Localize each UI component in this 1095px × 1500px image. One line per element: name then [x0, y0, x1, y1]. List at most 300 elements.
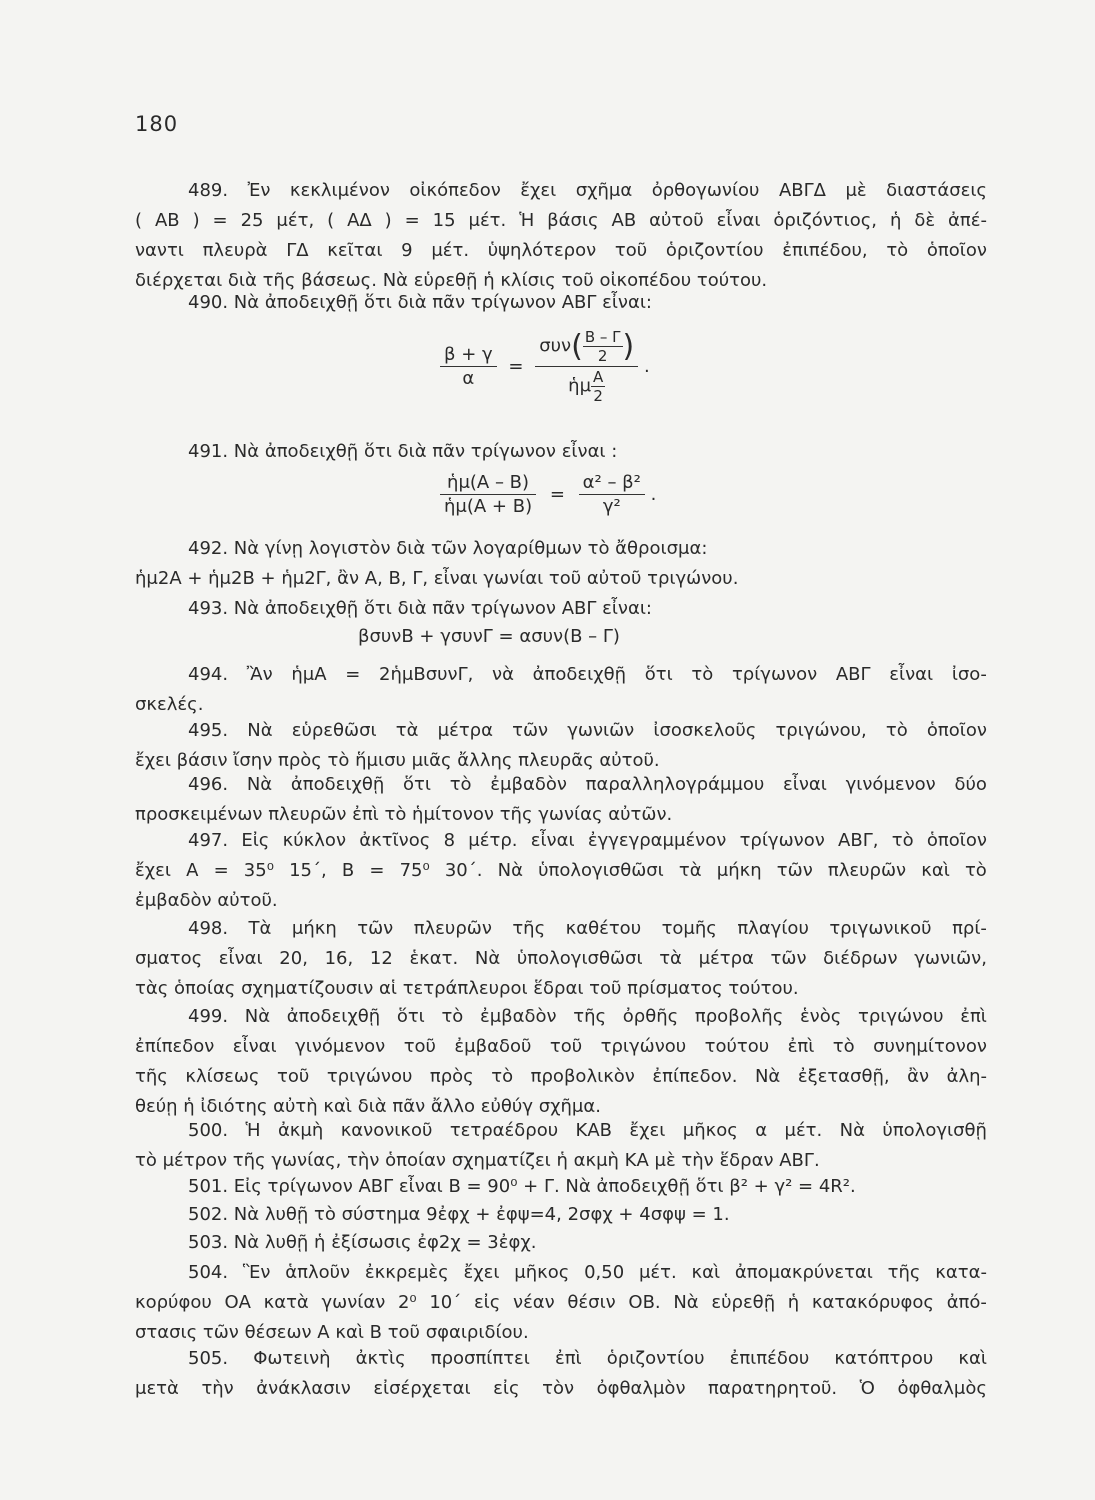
word: ἀπέ-: [948, 210, 987, 231]
word: προβολικὸν: [530, 1066, 635, 1087]
text-line: στασις τῶν θέσεων Α καὶ Β τοῦ σφαιριδίου.: [135, 1322, 529, 1343]
word: κορύφου: [135, 1292, 212, 1313]
word: παραλληλογράμμου: [585, 774, 765, 795]
text-line: [135, 236, 987, 266]
word: γωνίαν: [321, 1292, 386, 1313]
word: μῆκος: [682, 1120, 738, 1141]
fraction-numerator: [535, 328, 638, 367]
word: τριγωνικοῦ: [829, 918, 932, 939]
word: κλίσεως: [185, 1066, 260, 1087]
text-line: [135, 1288, 987, 1318]
word: γινόμενον: [295, 1036, 386, 1057]
word: εὑρεθῇ: [711, 1292, 776, 1313]
word: ὁριζοντίου: [606, 1348, 705, 1369]
word: 0,50: [584, 1262, 625, 1283]
argument-numerator: Α: [593, 368, 604, 386]
text-line: [135, 206, 987, 236]
word: ἰσοσκελοῦς: [653, 720, 757, 741]
problem-490: [135, 288, 987, 318]
word: βάσις: [547, 210, 599, 231]
word: μήκη: [716, 860, 762, 881]
text-line: [135, 176, 987, 206]
word: τὰ: [659, 948, 682, 969]
word: μῆκος: [514, 1262, 570, 1283]
problem-501: [135, 1172, 987, 1202]
fraction-denominator: α: [462, 368, 475, 389]
word: 2ἡμΒσυνΓ,: [379, 664, 474, 685]
word: σχῆμα: [575, 180, 633, 201]
word: κατακόρυφος: [811, 1292, 934, 1313]
word: κατὰ: [263, 1292, 309, 1313]
word: ἀπομακρύνεται: [734, 1262, 873, 1283]
fraction-denominator: [535, 367, 638, 405]
equals-sign: =: [508, 356, 524, 377]
period: .: [650, 484, 657, 505]
word: 30΄.: [444, 860, 483, 881]
word: ΑΔ: [347, 210, 372, 231]
formula-fraction: [440, 472, 536, 517]
problem-500: [135, 1116, 987, 1176]
word: Ἂν: [246, 664, 273, 685]
word: μέτ.: [784, 1120, 823, 1141]
word: 504.: [188, 1262, 229, 1283]
word: συνημίτονον: [873, 1036, 987, 1057]
word: εὑρεθῶσι: [291, 720, 377, 741]
word: =: [212, 210, 228, 231]
text-line: 501. Εἰς τρίγωνον ΑΒΓ εἶναι Β = 90⁰ + Γ. Νὰ ἀποδειχθῇ ὅτι β² + γ² = 4R².: [188, 1176, 856, 1197]
word: μέτ,: [276, 210, 315, 231]
word: ΟΒ.: [628, 1292, 661, 1313]
word: ἀποδειχθῇ: [532, 664, 627, 685]
word: ὀφθαλμὸς: [897, 1378, 987, 1399]
word: 497.: [188, 830, 229, 851]
problem-489: [135, 176, 987, 296]
word: γινόμενον: [845, 774, 936, 795]
problem-499: [135, 1002, 987, 1122]
word: μέτ.: [468, 210, 507, 231]
word: Νὰ: [244, 1006, 271, 1027]
problem-497: [135, 826, 987, 916]
text-line: προσκειμένων πλευρῶν ἐπὶ τὸ ἡμίτονον τῆς γωνίας αὐτῶν.: [135, 804, 673, 825]
text-line: [135, 826, 987, 856]
word: 12: [369, 948, 393, 969]
problem-505: [135, 1344, 987, 1404]
text-line: [135, 1062, 987, 1092]
word: καὶ: [921, 860, 950, 881]
word: 15΄,: [289, 860, 327, 881]
text-line: 492. Νὰ γίνῃ λογιστὸν διὰ τῶν λογαρίθμων τὸ ἄθροισμα:: [188, 538, 708, 559]
word: τριγώνου: [857, 1006, 944, 1027]
word: τῶν: [357, 918, 394, 939]
word: Ἡ: [245, 1120, 261, 1141]
text-line: [135, 1258, 987, 1288]
word: ἐξετασθῇ,: [797, 1066, 890, 1087]
word: Νὰ: [497, 860, 523, 881]
word: τὸ: [491, 1066, 514, 1087]
argument-denominator: 2: [593, 387, 603, 405]
word: ἀπό-: [946, 1292, 987, 1313]
word: τὸ: [832, 1036, 855, 1057]
problem-496: [135, 770, 987, 830]
word: (: [327, 210, 335, 231]
word: ἑνὸς: [799, 1006, 842, 1027]
text-line: τὸ μέτρον τῆς γωνίας, τὴν ὁποίαν σχηματίζει ἡ ακμὴ ΚΑ μὲ τὴν ἕδραν ΑΒΓ.: [135, 1150, 820, 1171]
word: μέτ.: [431, 240, 470, 261]
word: ἔχει: [520, 180, 557, 201]
word: τὸ: [441, 1006, 464, 1027]
word: νέαν: [513, 1292, 555, 1313]
word: τριγώνου: [600, 1036, 687, 1057]
word: ἀποδειχθῇ: [290, 774, 385, 795]
word: ἀκμὴ: [277, 1120, 324, 1141]
word: =: [369, 860, 385, 881]
problem-491: [135, 437, 987, 467]
text-line: 502. Νὰ λυθῇ τὸ σύστημα 9ἐφχ + ἐφψ=4, 2σφχ + 4σφψ = 1.: [188, 1204, 730, 1225]
word: τὰ: [678, 860, 702, 881]
word: τῶν: [512, 720, 549, 741]
word: Α: [186, 860, 199, 881]
word: ΑΒΓΔ: [778, 180, 826, 201]
word: 15: [432, 210, 456, 231]
word: τοῦ: [614, 240, 648, 261]
word: ὅτι: [403, 774, 431, 795]
word: ἐγγεγραμμένον: [587, 830, 727, 851]
word: τοῦ: [549, 1036, 583, 1057]
word: τῆς: [512, 918, 546, 939]
word: ἡ: [787, 1292, 800, 1313]
word: ἐμβαδὸν: [490, 774, 567, 795]
formula-fraction: [535, 328, 638, 405]
text-line: θεύῃ ἡ ἰδιότης αὐτὴ καὶ διὰ πᾶν ἄλλο εὐθύγ σχῆμα.: [135, 1096, 601, 1117]
problem-492: [135, 534, 987, 594]
argument-fraction: [583, 328, 623, 365]
word: ἐπίπεδον.: [652, 1066, 738, 1087]
word: εἰς: [473, 1292, 501, 1313]
word: ἐπίπεδον: [135, 1036, 215, 1057]
word: ὁριζοντίου: [665, 240, 764, 261]
fraction-numerator: β + γ: [440, 344, 497, 367]
word: εἰσέρχεται: [373, 1378, 471, 1399]
word: ὁποῖον: [926, 720, 987, 741]
text-line: 491. Νὰ ἀποδειχθῇ ὅτι διὰ πᾶν τρίγωνον εἶναι :: [188, 441, 618, 462]
word: τοῦ: [277, 1066, 310, 1087]
text-line: διέρχεται διὰ τῆς βάσεως. Νὰ εὑρεθῇ ἡ κλίσις τοῦ οἰκοπέδου τούτου.: [135, 270, 768, 291]
word: τὰ: [395, 720, 419, 741]
text-line: 490. Νὰ ἀποδειχθῇ ὅτι διὰ πᾶν τρίγωνον ΑΒΓ εἶναι:: [188, 292, 653, 313]
text-line: ἡμ2Α + ἡμ2Β + ἡμ2Γ, ἂν Α, Β, Γ, εἶναι γωνίαι τοῦ αὐτοῦ τριγώνου.: [135, 568, 739, 589]
word: τετραέδρου: [449, 1120, 559, 1141]
word: ἁπλοῦν: [285, 1262, 351, 1283]
word: τοῦ: [403, 1036, 436, 1057]
word: 494.: [188, 664, 229, 685]
word: ὑπολογισθῶσι: [516, 948, 643, 969]
word: ἐκκρεμὲς: [364, 1262, 449, 1283]
word: ἑκατ.: [409, 948, 459, 969]
formula-fraction: [440, 344, 497, 389]
word: τούτου: [704, 1036, 770, 1057]
argument-numerator: Β – Γ: [584, 328, 621, 346]
word: ἐπὶ: [960, 1006, 987, 1027]
text-line: [135, 1374, 987, 1404]
word: Ἐν: [247, 180, 271, 201]
word: τὸ: [691, 664, 714, 685]
period: .: [643, 356, 650, 377]
word: ὑπολογισθῇ: [882, 1120, 987, 1141]
word: ἡ: [889, 210, 902, 231]
word: καθέτου: [565, 918, 642, 939]
word: Εἰς: [241, 830, 270, 851]
word: τὴν: [201, 1378, 234, 1399]
text-line: [135, 770, 987, 800]
text-line: [135, 1344, 987, 1374]
word: εἰς: [493, 1378, 520, 1399]
word: Νὰ: [474, 948, 501, 969]
problem-498: [135, 914, 987, 1004]
function-name: συν: [539, 335, 572, 357]
formula-493: βσυνΒ + γσυνΓ = ασυν(Β – Γ): [358, 626, 620, 647]
word: 35⁰: [243, 860, 274, 881]
word: μετὰ: [135, 1378, 179, 1399]
word: μήκη: [291, 918, 337, 939]
word: 9: [401, 240, 413, 261]
text-line: [135, 856, 987, 886]
problem-502: [135, 1200, 987, 1230]
word: 10΄: [429, 1292, 462, 1313]
text-line: [135, 1002, 987, 1032]
word: πλευρὰ: [202, 240, 268, 261]
word: (: [135, 210, 143, 231]
word: κατόπτρου: [834, 1348, 934, 1369]
word: Τὰ: [248, 918, 272, 939]
word: τῶν: [770, 948, 807, 969]
word: Ἓν: [242, 1262, 271, 1283]
word: εἶναι: [232, 1036, 277, 1057]
word: 505.: [188, 1348, 229, 1369]
word: τὸ: [449, 774, 472, 795]
word: εἶναι: [889, 664, 934, 685]
word: κεκλιμένον: [289, 180, 390, 201]
text-line: ἐμβαδὸν αὐτοῦ.: [135, 890, 278, 911]
word: νὰ: [492, 664, 514, 685]
word: ὁποῖον: [926, 830, 987, 851]
word: πρί-: [952, 918, 987, 939]
word: ΑΒΓ: [835, 664, 871, 685]
word: ὀρθογωνίου: [651, 180, 760, 201]
argument-fraction: [591, 368, 605, 405]
word: πλευρῶν: [827, 860, 907, 881]
word: μέτρ.: [468, 830, 518, 851]
word: διέδρων: [823, 948, 898, 969]
word: δὲ: [914, 210, 936, 231]
word: τρίγωνον: [731, 664, 818, 685]
word: α: [755, 1120, 768, 1141]
text-line: [135, 716, 987, 746]
text-line: [135, 914, 987, 944]
word: πρὸς: [429, 1066, 474, 1087]
function-name: ἡμ: [568, 375, 592, 397]
word: τὸ: [964, 860, 987, 881]
word: ναντι: [135, 240, 184, 261]
word: ΑΒ: [611, 210, 637, 231]
word: Νὰ: [673, 1292, 699, 1313]
word: κανονικοῦ: [340, 1120, 433, 1141]
word: τῆς: [573, 1006, 607, 1027]
fraction-numerator: α² – β²: [579, 472, 645, 495]
word: οἰκόπεδον: [409, 180, 501, 201]
word: ΑΒΓ,: [838, 830, 879, 851]
word: μὲ: [845, 180, 867, 201]
fraction-denominator: γ²: [602, 496, 621, 517]
argument-denominator: 2: [597, 347, 608, 365]
word: Φωτεινὴ: [253, 1348, 331, 1369]
word: πλαγίου: [737, 918, 809, 939]
word: ἀνάκλασιν: [256, 1378, 351, 1399]
word: ὑπολογισθῶσι: [538, 860, 664, 881]
word: ἔχει: [463, 1262, 500, 1283]
word: ΑΒ: [154, 210, 180, 231]
word: τὸν: [542, 1378, 575, 1399]
equals-sign: =: [549, 484, 565, 505]
word: ἐπὶ: [787, 1036, 815, 1057]
word: ΓΔ: [286, 240, 309, 261]
word: παρατηρητοῦ.: [708, 1378, 838, 1399]
word: τὸ: [886, 240, 909, 261]
word: ἂν: [907, 1066, 930, 1087]
word: ὁριζόντιος,: [773, 210, 878, 231]
word: 16,: [324, 948, 354, 969]
word: προσπίπτει: [430, 1348, 530, 1369]
word: μέτρα: [698, 948, 754, 969]
word: τριγώνου,: [775, 720, 867, 741]
word: ἐμβαδοῦ: [454, 1036, 532, 1057]
word: Ὁ: [859, 1378, 875, 1399]
problem-494: [135, 660, 987, 720]
word: =: [345, 664, 361, 685]
text-line: 493. Νὰ ἀποδειχθῇ ὅτι διὰ πᾶν τρίγωνον ΑΒΓ εἶναι:: [188, 598, 653, 619]
word: σματος: [135, 948, 203, 969]
text-line: [135, 1116, 987, 1146]
word: ὀρθῆς: [622, 1006, 679, 1027]
word: ἡμΑ: [291, 664, 327, 685]
problem-495: [135, 716, 987, 776]
text-line: [135, 944, 987, 974]
text-line: τὰς ὁποίας σχηματίζουσιν αἱ τετράπλευροι ἕδραι τοῦ πρίσματος τούτου.: [135, 978, 799, 999]
fraction-numerator: ἡμ(Α – Β): [440, 472, 536, 495]
word: ): [384, 210, 392, 231]
text-line: [135, 1032, 987, 1062]
word: μέτρα: [437, 720, 493, 741]
word: καὶ: [958, 1348, 987, 1369]
word: 500.: [188, 1120, 229, 1141]
word: ΟΑ: [224, 1292, 251, 1313]
word: εἶναι: [530, 830, 575, 851]
formula-490: [440, 328, 650, 405]
word: ὅτι: [644, 664, 673, 685]
word: Ἡ: [519, 210, 535, 231]
word: ὅτι: [396, 1006, 425, 1027]
word: κύκλον: [282, 830, 346, 851]
word: Νὰ: [839, 1120, 865, 1141]
word: 8: [443, 830, 456, 851]
word: πλευρῶν: [413, 918, 492, 939]
problem-503: [135, 1228, 987, 1258]
word: τῆς: [135, 1066, 168, 1087]
page-number: 180: [135, 112, 179, 136]
word: Νὰ: [247, 720, 273, 741]
word: ἐπιπέδου: [729, 1348, 810, 1369]
word: ἐπὶ: [554, 1348, 582, 1369]
word: εἶναι: [716, 210, 761, 231]
word: =: [213, 860, 229, 881]
word: γωνιῶν: [567, 720, 635, 741]
word: 489.: [188, 180, 229, 201]
text-line: σκελές.: [135, 694, 204, 715]
word: κεῖται: [327, 240, 383, 261]
word: Νὰ: [246, 774, 273, 795]
word: 499.: [188, 1006, 229, 1027]
word: ἀλη-: [946, 1066, 987, 1087]
word: =: [404, 210, 420, 231]
word: γωνιῶν,: [914, 948, 987, 969]
word: τὸ: [885, 720, 908, 741]
word: τριγώνου: [326, 1066, 413, 1087]
word: ἔχει: [135, 860, 171, 881]
word: 496.: [188, 774, 229, 795]
word: ἐπιπέδου,: [782, 240, 868, 261]
word: ἀκτὶς: [355, 1348, 406, 1369]
fraction-denominator: ἡμ(Α + Β): [444, 496, 533, 517]
word: εἶναι: [218, 948, 263, 969]
word: ἐμβαδὸν: [479, 1006, 557, 1027]
word: θέσιν: [567, 1292, 616, 1313]
word: τῆς: [887, 1262, 921, 1283]
word: ἔχει: [629, 1120, 666, 1141]
text-line: [135, 660, 987, 690]
problem-504: [135, 1258, 987, 1348]
word: 20,: [279, 948, 308, 969]
word: 75⁰: [399, 860, 430, 881]
word: κατα-: [935, 1262, 987, 1283]
word: ΚΑΒ: [575, 1120, 612, 1141]
problem-493: [135, 594, 987, 624]
word: τομῆς: [661, 918, 717, 939]
formula-491: [440, 472, 656, 517]
paren-close: ): [622, 329, 635, 364]
word: δύο: [954, 774, 987, 795]
text-line: 503. Νὰ λυθῇ ἡ ἐξίσωσις ἐφ2χ = 3ἐφχ.: [188, 1232, 537, 1253]
word: καὶ: [691, 1262, 721, 1283]
word: Β: [341, 860, 355, 881]
word: 498.: [188, 918, 229, 939]
word: ἀποδειχθῇ: [286, 1006, 381, 1027]
word: 2⁰: [397, 1292, 417, 1313]
word: 25: [240, 210, 264, 231]
word: ὑψηλότερον: [487, 240, 597, 261]
word: τρίγωνον: [739, 830, 825, 851]
word: ὁποῖον: [926, 240, 987, 261]
word: αὐτοῦ: [649, 210, 704, 231]
paren-open: (: [571, 329, 583, 364]
formula-fraction: [579, 472, 645, 517]
word: μέτ.: [638, 1262, 677, 1283]
word: εἶναι: [783, 774, 827, 795]
word: προβολῆς: [694, 1006, 784, 1027]
word: ): [192, 210, 200, 231]
word: ἰσο-: [951, 664, 987, 685]
word: τὸ: [891, 830, 914, 851]
word: ἀκτῖνος: [359, 830, 431, 851]
word: 495.: [188, 720, 229, 741]
